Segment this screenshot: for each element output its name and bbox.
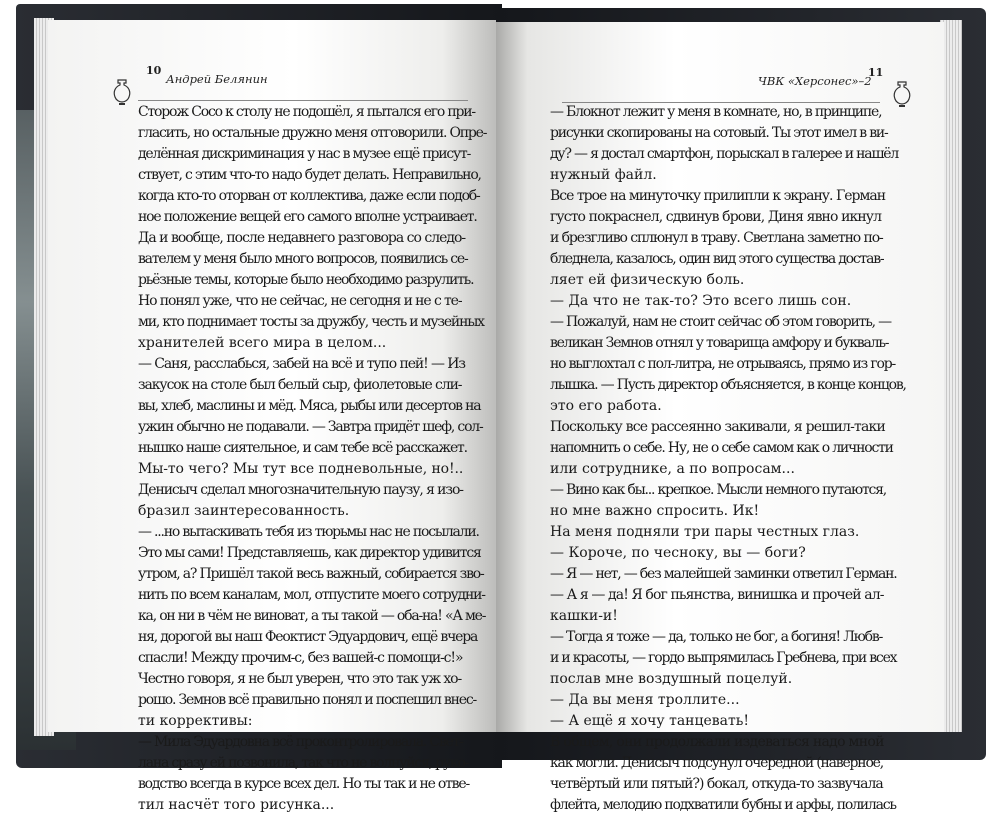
text-line: ня, дорогой вы наш Феоктист Эдуардович, ещё вчера: [138, 629, 478, 645]
text-line: как могли. Денисыч подсунул очередной (наверное,: [550, 755, 884, 771]
text-line: На меня подняли три пары честных глаз.: [550, 524, 860, 540]
text-line: бразил заинтересованность.: [138, 503, 350, 519]
text-line: ду? — я достал смартфон, порыскал в галерее и нашёл: [550, 146, 899, 162]
text-line: ми, кто поднимает тосты за дружбу, честь и музейных: [138, 314, 484, 330]
text-line: когда кто-то оторван от коллектива, даже если подоб-: [138, 188, 480, 204]
text-line: но мне важно спросить. Ик!: [550, 503, 760, 519]
text-line: — Мила Эдуардовна всё проконтролировала. Свет-: [138, 734, 463, 750]
header-rule: [138, 100, 468, 101]
text-line: и брезгливо сплюнул в траву. Светлана заметно по-: [550, 230, 883, 246]
text-line: это его работа.: [550, 398, 662, 414]
text-line: — Тогда я тоже — да, только не бог, а богиня! Любв-: [550, 629, 883, 645]
right-page: [496, 22, 944, 813]
text-line: нить по всем каналам, мол, отпустите моего сотрудни-: [138, 587, 485, 603]
text-line: — А я — да! Я бог пьянства, винишка и прочей ал-: [550, 587, 884, 603]
text-line: нышко наше сиятельное, и сам тебе всё расскажет.: [138, 440, 467, 456]
text-line: Все трое на минуточку прилипли к экрану. Герман: [550, 188, 886, 204]
text-line: спасли! Между прочим-с, без вашей-с помощи-с!»: [138, 650, 463, 666]
text-line: — Блокнот лежит у меня в комнате, но, в принципе,: [550, 104, 882, 120]
text-line: утром, а? Пришёл такой весь важный, собирается зво-: [138, 566, 484, 582]
text-line: — Да вы меня троллите...: [550, 692, 740, 708]
text-line: — Вино как бы... крепкое. Мысли немного путаются,: [550, 482, 887, 498]
text-line: Это мы сами! Представляешь, как директор удивится: [138, 545, 481, 561]
left-page-number: 10: [146, 64, 162, 77]
left-page-text: [138, 102, 487, 816]
text-line: великан Земнов отнял у товарища амфору и букваль-: [550, 335, 889, 351]
text-line: водство всегда в курсе всех дел. Но ты так и не отве-: [138, 776, 469, 792]
right-page-header: ЧВК «Херсонес»–2: [758, 74, 872, 88]
text-line: — ...но вытаскивать тебя из тюрьмы нас не посылали.: [138, 524, 479, 540]
text-line: делённая дискриминация у нас в музее ещё присут-: [138, 146, 471, 162]
text-line: ляет ей физическую боль.: [550, 272, 745, 288]
text-line: вы, хлеб, маслины и мёд. Мяса, рыбы или десертов на: [138, 398, 481, 414]
vase-ornament-icon: [892, 80, 912, 108]
text-line: ное положение вещей его самого вполне устраивает.: [138, 209, 477, 225]
text-line: четвёртый или пятый?) бокал, откуда-то зазвучала: [550, 776, 883, 792]
text-line: Поскольку все рассеянно закивали, я решил-таки: [550, 419, 886, 435]
text-line: — Саня, расслабься, забей на всё и тупо пей! — Из: [138, 356, 465, 372]
text-line: бледнела, казалось, один вид этого существа достав-: [550, 251, 884, 267]
text-line: ужин обычно не подавали. — Завтра придёт шеф, сол-: [138, 419, 483, 435]
text-line: послав мне воздушный поцелуй.: [550, 671, 793, 687]
text-line: лышка. — Пусть директор объясняется, в конце концов,: [550, 377, 906, 393]
left-page: [48, 20, 496, 813]
text-line: но выглохтал с пол-литра, не отрываясь, прямо из гор-: [550, 356, 896, 372]
text-line: флейта, мелодию подхватили бубны и арфы, полилась: [550, 797, 896, 813]
text-line: густо покраснел, сдвинув брови, Диня явно икнул: [550, 209, 882, 225]
text-line: Но понял уже, что не сейчас, не сегодня и не с те-: [138, 293, 462, 309]
text-line: закусок на столе был белый сыр, фиолетовые сли-: [138, 377, 462, 393]
text-line: рисунки скопированы на сотовый. Ты этот имел в ви-: [550, 125, 888, 141]
text-line: — Да что не так-то? Это всего лишь сон.: [550, 293, 852, 309]
text-line: — Короче, по чесноку, вы — боги?: [550, 545, 806, 561]
right-page-text: [550, 102, 906, 816]
text-line: напомнить о себе. Ну, не о себе самом как о личности: [550, 440, 893, 456]
text-line: ти коррективы:: [138, 713, 253, 729]
text-line: Честно говоря, я не был уверен, что это так уж хо-: [138, 671, 462, 687]
text-line: ствует, с этим что-то надо будет делать. Неправильно,: [138, 167, 481, 183]
text-line: — А ещё я хочу танцевать!: [550, 713, 750, 729]
text-line: рошо. Земнов всё правильно понял и поспешил внес-: [138, 692, 476, 708]
vase-ornament-icon: [112, 78, 132, 106]
text-line: Сторож Сосо к столу не подошёл, я пытался его при-: [138, 104, 475, 120]
text-line: рьёзные темы, которые было необходимо разрулить.: [138, 272, 474, 288]
text-line: лана сразу ей позвонила, так что не волнуйся, руко-: [138, 755, 469, 771]
right-page-number: 11: [868, 66, 884, 79]
text-line: и и красоты, — гордо выпрямилась Гребнева, при всех: [550, 650, 897, 666]
text-line: Мы-то чего? Мы тут все подневольные, но!..: [138, 461, 464, 477]
left-page-header: Андрей Белянин: [166, 72, 268, 86]
text-line: гласить, но остальные дружно меня отговорили. Опре-: [138, 125, 487, 141]
text-line: — Я — нет, — без малейшей заминки ответил Герман.: [550, 566, 897, 582]
text-line: Да и вообще, после недавнего разговора со следо-: [138, 230, 466, 246]
text-line: кашки-и!: [550, 608, 618, 624]
text-line: тил насчёт того рисунка...: [138, 797, 335, 813]
text-line: ка, он ни в чём не виноват, а ты такой — оба-на! «А ме-: [138, 608, 486, 624]
text-line: В общем, они продолжали издеваться надо мной: [550, 734, 884, 750]
text-line: нужный файл.: [550, 167, 657, 183]
text-line: вателем у меня было много вопросов, появились се-: [138, 251, 468, 267]
text-line: — Пожалуй, нам не стоит сейчас об этом говорить, —: [550, 314, 891, 330]
text-line: хранителей всего мира в целом...: [138, 335, 387, 351]
text-line: или сотруднике, а по вопросам...: [550, 461, 795, 477]
text-line: Денисыч сделал многозначительную паузу, я изо-: [138, 482, 463, 498]
